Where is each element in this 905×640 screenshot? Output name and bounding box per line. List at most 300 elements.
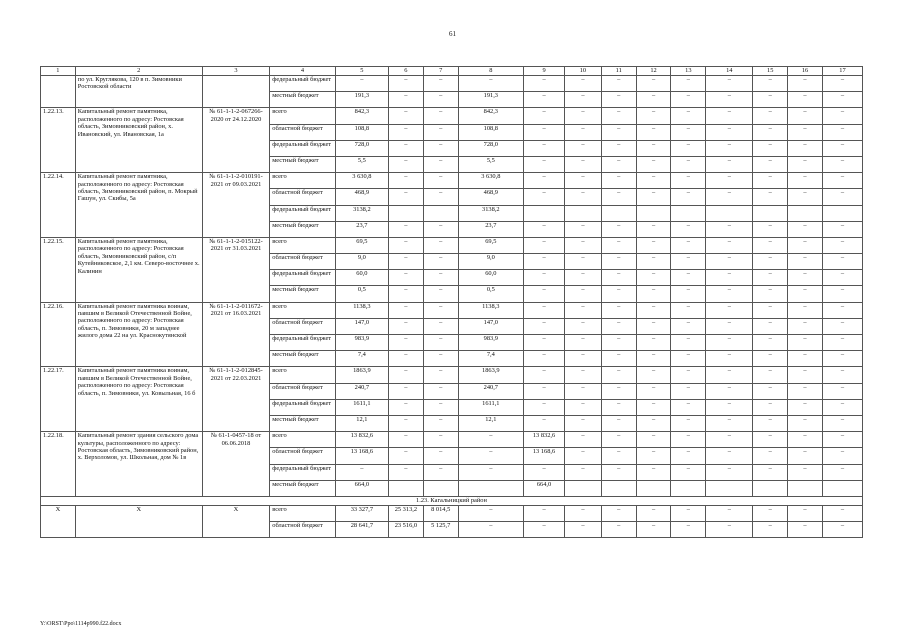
- value-cell: 60,0: [458, 270, 524, 286]
- value-cell: –: [388, 302, 423, 318]
- value-cell: –: [671, 92, 706, 108]
- value-cell: –: [388, 432, 423, 448]
- value-cell: –: [822, 302, 862, 318]
- value-cell: 191,3: [458, 92, 524, 108]
- value-cell: [388, 480, 423, 496]
- table-row: [41, 302, 863, 318]
- value-cell: –: [636, 522, 671, 538]
- value-cell: 60,0: [335, 270, 388, 286]
- value-cell: –: [388, 318, 423, 334]
- value-cell: –: [388, 237, 423, 253]
- value-cell: –: [423, 302, 458, 318]
- value-cell: –: [524, 464, 565, 480]
- value-cell: –: [565, 302, 602, 318]
- value-cell: –: [565, 221, 602, 237]
- funding-source-cell: всего: [270, 367, 336, 383]
- value-cell: –: [788, 432, 823, 448]
- value-cell: –: [706, 124, 753, 140]
- value-cell: –: [524, 522, 565, 538]
- value-cell: –: [601, 464, 636, 480]
- value-cell: –: [822, 522, 862, 538]
- value-cell: –: [706, 505, 753, 521]
- value-cell: –: [601, 76, 636, 92]
- value-cell: –: [423, 270, 458, 286]
- value-cell: –: [706, 302, 753, 318]
- object-name-cell: Капитальный ремонт памятника, расположенного по адресу: Ростовская область, Зимовниковский район, с/п Кутейниковское, 2,1 км. Северо-восточнее х. Калинин: [75, 237, 202, 302]
- value-cell: –: [706, 415, 753, 431]
- document-cell: № 61-1-1-2-012845-2021 от 22.03.2021: [202, 367, 270, 432]
- value-cell: 12,1: [458, 415, 524, 431]
- row-number-cell: 1.22.13.: [41, 108, 76, 173]
- value-cell: –: [636, 76, 671, 92]
- value-cell: 3 630,8: [335, 173, 388, 189]
- column-header: 13: [671, 67, 706, 76]
- value-cell: 842,3: [458, 108, 524, 124]
- value-cell: –: [753, 415, 788, 431]
- value-cell: –: [788, 156, 823, 172]
- value-cell: –: [753, 286, 788, 302]
- value-cell: –: [423, 221, 458, 237]
- value-cell: 108,8: [335, 124, 388, 140]
- value-cell: –: [788, 108, 823, 124]
- value-cell: 108,8: [458, 124, 524, 140]
- funding-source-cell: областной бюджет: [270, 254, 336, 270]
- value-cell: –: [636, 254, 671, 270]
- value-cell: –: [524, 156, 565, 172]
- value-cell: –: [671, 367, 706, 383]
- value-cell: –: [671, 335, 706, 351]
- value-cell: –: [636, 302, 671, 318]
- value-cell: –: [388, 448, 423, 464]
- value-cell: –: [388, 367, 423, 383]
- value-cell: –: [388, 286, 423, 302]
- value-cell: –: [565, 286, 602, 302]
- value-cell: –: [753, 335, 788, 351]
- value-cell: –: [822, 399, 862, 415]
- value-cell: 28 641,7: [335, 522, 388, 538]
- value-cell: –: [671, 522, 706, 538]
- value-cell: 468,9: [458, 189, 524, 205]
- value-cell: –: [706, 254, 753, 270]
- value-cell: –: [788, 505, 823, 521]
- value-cell: –: [753, 156, 788, 172]
- value-cell: –: [423, 189, 458, 205]
- value-cell: –: [565, 505, 602, 521]
- value-cell: –: [753, 302, 788, 318]
- value-cell: 240,7: [335, 383, 388, 399]
- value-cell: –: [423, 367, 458, 383]
- document-cell: [202, 76, 270, 108]
- value-cell: –: [524, 270, 565, 286]
- value-cell: 13 168,6: [524, 448, 565, 464]
- value-cell: –: [524, 254, 565, 270]
- value-cell: –: [671, 124, 706, 140]
- value-cell: –: [822, 108, 862, 124]
- value-cell: –: [524, 383, 565, 399]
- funding-source-cell: федеральный бюджет: [270, 270, 336, 286]
- value-cell: –: [636, 156, 671, 172]
- value-cell: –: [423, 237, 458, 253]
- table-header-row: [41, 67, 863, 76]
- value-cell: –: [636, 124, 671, 140]
- value-cell: –: [822, 221, 862, 237]
- value-cell: –: [706, 156, 753, 172]
- value-cell: [458, 480, 524, 496]
- value-cell: –: [565, 173, 602, 189]
- funding-source-cell: всего: [270, 432, 336, 448]
- value-cell: –: [388, 124, 423, 140]
- value-cell: [822, 205, 862, 221]
- value-cell: –: [423, 286, 458, 302]
- funding-source-cell: всего: [270, 302, 336, 318]
- value-cell: –: [601, 399, 636, 415]
- value-cell: [388, 205, 423, 221]
- value-cell: 13 168,6: [335, 448, 388, 464]
- value-cell: –: [524, 286, 565, 302]
- value-cell: –: [565, 76, 602, 92]
- value-cell: [788, 205, 823, 221]
- section-row: [41, 496, 863, 505]
- value-cell: –: [671, 140, 706, 156]
- value-cell: –: [601, 237, 636, 253]
- value-cell: –: [671, 448, 706, 464]
- row-number-cell: Х: [41, 505, 76, 537]
- value-cell: –: [636, 448, 671, 464]
- value-cell: –: [565, 367, 602, 383]
- value-cell: –: [601, 335, 636, 351]
- value-cell: –: [601, 124, 636, 140]
- value-cell: –: [822, 254, 862, 270]
- value-cell: –: [423, 92, 458, 108]
- value-cell: –: [671, 286, 706, 302]
- value-cell: –: [458, 448, 524, 464]
- value-cell: –: [601, 140, 636, 156]
- value-cell: –: [388, 335, 423, 351]
- value-cell: –: [822, 237, 862, 253]
- value-cell: –: [636, 415, 671, 431]
- value-cell: –: [636, 505, 671, 521]
- value-cell: 3138,2: [335, 205, 388, 221]
- value-cell: 0,5: [458, 286, 524, 302]
- value-cell: –: [671, 270, 706, 286]
- value-cell: –: [636, 318, 671, 334]
- value-cell: –: [822, 156, 862, 172]
- value-cell: –: [388, 92, 423, 108]
- value-cell: –: [565, 270, 602, 286]
- value-cell: –: [423, 399, 458, 415]
- value-cell: [565, 480, 602, 496]
- value-cell: [822, 480, 862, 496]
- value-cell: –: [423, 254, 458, 270]
- value-cell: –: [671, 505, 706, 521]
- value-cell: –: [706, 367, 753, 383]
- value-cell: –: [565, 351, 602, 367]
- value-cell: –: [706, 189, 753, 205]
- funding-source-cell: областной бюджет: [270, 189, 336, 205]
- value-cell: –: [524, 189, 565, 205]
- column-header: 5: [335, 67, 388, 76]
- value-cell: –: [788, 367, 823, 383]
- column-header: 16: [788, 67, 823, 76]
- value-cell: –: [753, 448, 788, 464]
- value-cell: 842,3: [335, 108, 388, 124]
- funding-source-cell: областной бюджет: [270, 522, 336, 538]
- table-row: [41, 505, 863, 521]
- value-cell: –: [601, 505, 636, 521]
- value-cell: [565, 205, 602, 221]
- value-cell: –: [601, 270, 636, 286]
- value-cell: –: [388, 173, 423, 189]
- value-cell: –: [601, 286, 636, 302]
- value-cell: 69,5: [335, 237, 388, 253]
- funding-source-cell: всего: [270, 173, 336, 189]
- value-cell: –: [565, 189, 602, 205]
- value-cell: –: [822, 189, 862, 205]
- value-cell: –: [671, 383, 706, 399]
- value-cell: 728,0: [458, 140, 524, 156]
- value-cell: –: [706, 237, 753, 253]
- value-cell: –: [753, 76, 788, 92]
- value-cell: –: [388, 140, 423, 156]
- value-cell: 983,9: [458, 335, 524, 351]
- value-cell: 33 327,7: [335, 505, 388, 521]
- value-cell: –: [753, 351, 788, 367]
- value-cell: –: [388, 76, 423, 92]
- funding-source-cell: всего: [270, 505, 336, 521]
- value-cell: –: [524, 505, 565, 521]
- value-cell: –: [822, 124, 862, 140]
- value-cell: –: [753, 140, 788, 156]
- column-header: 1: [41, 67, 76, 76]
- value-cell: –: [753, 124, 788, 140]
- value-cell: –: [601, 254, 636, 270]
- value-cell: –: [601, 221, 636, 237]
- value-cell: –: [671, 237, 706, 253]
- value-cell: [601, 205, 636, 221]
- value-cell: [601, 480, 636, 496]
- value-cell: –: [524, 399, 565, 415]
- funding-source-cell: всего: [270, 237, 336, 253]
- value-cell: –: [601, 367, 636, 383]
- value-cell: –: [788, 286, 823, 302]
- funding-source-cell: федеральный бюджет: [270, 140, 336, 156]
- value-cell: –: [706, 270, 753, 286]
- value-cell: –: [601, 522, 636, 538]
- value-cell: –: [788, 448, 823, 464]
- value-cell: –: [671, 399, 706, 415]
- value-cell: –: [788, 189, 823, 205]
- value-cell: [636, 480, 671, 496]
- value-cell: –: [524, 302, 565, 318]
- value-cell: –: [636, 335, 671, 351]
- value-cell: –: [788, 254, 823, 270]
- value-cell: –: [671, 108, 706, 124]
- value-cell: –: [636, 367, 671, 383]
- value-cell: –: [636, 140, 671, 156]
- value-cell: [524, 205, 565, 221]
- value-cell: –: [524, 92, 565, 108]
- object-name-cell: Капитальный ремонт памятника, расположенного по адресу: Ростовская область, Зимовниковский район, х. Ивановский, ул. Ивановская, 1а: [75, 108, 202, 173]
- value-cell: –: [671, 76, 706, 92]
- value-cell: –: [822, 415, 862, 431]
- value-cell: 3138,2: [458, 205, 524, 221]
- funding-source-cell: областной бюджет: [270, 124, 336, 140]
- value-cell: –: [423, 108, 458, 124]
- value-cell: –: [458, 522, 524, 538]
- value-cell: –: [788, 173, 823, 189]
- object-name-cell: Капитальный ремонт памятника воинам, павшим в Великой Отечественной Войне, расположенного по адресу: Ростовская область, п. Зимовники, 20 м западнее жилого дома 22 на ул. Краснокутянской: [75, 302, 202, 367]
- value-cell: –: [565, 415, 602, 431]
- value-cell: –: [524, 108, 565, 124]
- value-cell: [753, 480, 788, 496]
- file-path-footer: Y:\ORST\Ppo\1114p990.f22.docx: [40, 621, 122, 627]
- value-cell: –: [524, 76, 565, 92]
- value-cell: –: [753, 254, 788, 270]
- value-cell: 5,5: [458, 156, 524, 172]
- value-cell: –: [388, 464, 423, 480]
- table-row: [41, 173, 863, 189]
- value-cell: –: [788, 270, 823, 286]
- funding-source-cell: местный бюджет: [270, 415, 336, 431]
- value-cell: –: [822, 448, 862, 464]
- value-cell: –: [565, 335, 602, 351]
- value-cell: 191,3: [335, 92, 388, 108]
- value-cell: 240,7: [458, 383, 524, 399]
- value-cell: –: [636, 221, 671, 237]
- funding-source-cell: местный бюджет: [270, 351, 336, 367]
- value-cell: –: [335, 76, 388, 92]
- value-cell: [423, 205, 458, 221]
- row-number-cell: 1.22.17.: [41, 367, 76, 432]
- value-cell: –: [671, 318, 706, 334]
- value-cell: [671, 205, 706, 221]
- value-cell: –: [706, 140, 753, 156]
- column-header: 14: [706, 67, 753, 76]
- value-cell: [706, 480, 753, 496]
- value-cell: –: [788, 140, 823, 156]
- value-cell: –: [565, 156, 602, 172]
- value-cell: –: [388, 221, 423, 237]
- value-cell: –: [706, 383, 753, 399]
- object-name-cell: Капитальный ремонт памятника, расположенного по адресу: Ростовская область, Зимовниковский район, п. Мокрый Гашун, ул. Скибы, 5а: [75, 173, 202, 238]
- value-cell: –: [335, 464, 388, 480]
- value-cell: –: [423, 173, 458, 189]
- document-cell: № 61-1-0457-18 от 06.06.2018: [202, 432, 270, 497]
- value-cell: –: [636, 383, 671, 399]
- value-cell: –: [706, 173, 753, 189]
- value-cell: –: [524, 318, 565, 334]
- value-cell: –: [753, 108, 788, 124]
- value-cell: 1611,1: [335, 399, 388, 415]
- value-cell: –: [565, 464, 602, 480]
- value-cell: –: [753, 522, 788, 538]
- value-cell: [706, 205, 753, 221]
- value-cell: –: [636, 237, 671, 253]
- value-cell: –: [822, 432, 862, 448]
- value-cell: 0,5: [335, 286, 388, 302]
- value-cell: –: [788, 335, 823, 351]
- value-cell: –: [822, 173, 862, 189]
- value-cell: –: [753, 383, 788, 399]
- value-cell: –: [524, 367, 565, 383]
- column-header: 15: [753, 67, 788, 76]
- value-cell: 1138,3: [458, 302, 524, 318]
- value-cell: –: [388, 351, 423, 367]
- object-name-cell: по ул. Круглякова, 120 в п. Зимовники Ростовской области: [75, 76, 202, 108]
- value-cell: –: [636, 464, 671, 480]
- object-name-cell: Капитальный ремонт памятника воинам, павшим в Великой Отечественной Войне, расположенного по адресу: Ростовская область, п. Зимовники, ул. Ковыльная, 16 б: [75, 367, 202, 432]
- value-cell: –: [423, 124, 458, 140]
- funding-source-cell: федеральный бюджет: [270, 399, 336, 415]
- value-cell: 8 014,5: [423, 505, 458, 521]
- value-cell: –: [753, 270, 788, 286]
- funding-source-cell: всего: [270, 108, 336, 124]
- value-cell: –: [565, 140, 602, 156]
- value-cell: –: [636, 270, 671, 286]
- document-cell: № 61-1-1-2-015122-2021 от 31.03.2021: [202, 237, 270, 302]
- value-cell: –: [524, 335, 565, 351]
- value-cell: –: [788, 383, 823, 399]
- value-cell: –: [706, 108, 753, 124]
- value-cell: –: [423, 156, 458, 172]
- value-cell: –: [565, 399, 602, 415]
- value-cell: –: [388, 415, 423, 431]
- column-header: 8: [458, 67, 524, 76]
- value-cell: –: [706, 522, 753, 538]
- value-cell: 1138,3: [335, 302, 388, 318]
- column-header: 12: [636, 67, 671, 76]
- value-cell: –: [423, 464, 458, 480]
- value-cell: 12,1: [335, 415, 388, 431]
- value-cell: –: [753, 464, 788, 480]
- column-header: 2: [75, 67, 202, 76]
- value-cell: –: [601, 108, 636, 124]
- value-cell: –: [822, 318, 862, 334]
- table-row: [41, 237, 863, 253]
- value-cell: –: [423, 351, 458, 367]
- row-number-cell: 1.22.16.: [41, 302, 76, 367]
- value-cell: –: [706, 335, 753, 351]
- funding-source-cell: федеральный бюджет: [270, 76, 336, 92]
- document-cell: Х: [202, 505, 270, 537]
- value-cell: [636, 205, 671, 221]
- value-cell: 13 832,6: [524, 432, 565, 448]
- value-cell: –: [601, 173, 636, 189]
- value-cell: –: [636, 432, 671, 448]
- value-cell: –: [565, 108, 602, 124]
- column-header: 3: [202, 67, 270, 76]
- value-cell: 5 125,7: [423, 522, 458, 538]
- value-cell: –: [388, 189, 423, 205]
- value-cell: –: [423, 432, 458, 448]
- value-cell: –: [524, 221, 565, 237]
- value-cell: –: [601, 92, 636, 108]
- funding-source-cell: областной бюджет: [270, 448, 336, 464]
- value-cell: –: [388, 254, 423, 270]
- funding-source-cell: местный бюджет: [270, 286, 336, 302]
- value-cell: –: [788, 302, 823, 318]
- value-cell: –: [565, 254, 602, 270]
- value-cell: –: [423, 335, 458, 351]
- value-cell: –: [524, 124, 565, 140]
- value-cell: –: [788, 399, 823, 415]
- value-cell: –: [822, 383, 862, 399]
- value-cell: –: [706, 318, 753, 334]
- value-cell: –: [524, 140, 565, 156]
- value-cell: –: [601, 415, 636, 431]
- value-cell: –: [822, 270, 862, 286]
- value-cell: –: [388, 270, 423, 286]
